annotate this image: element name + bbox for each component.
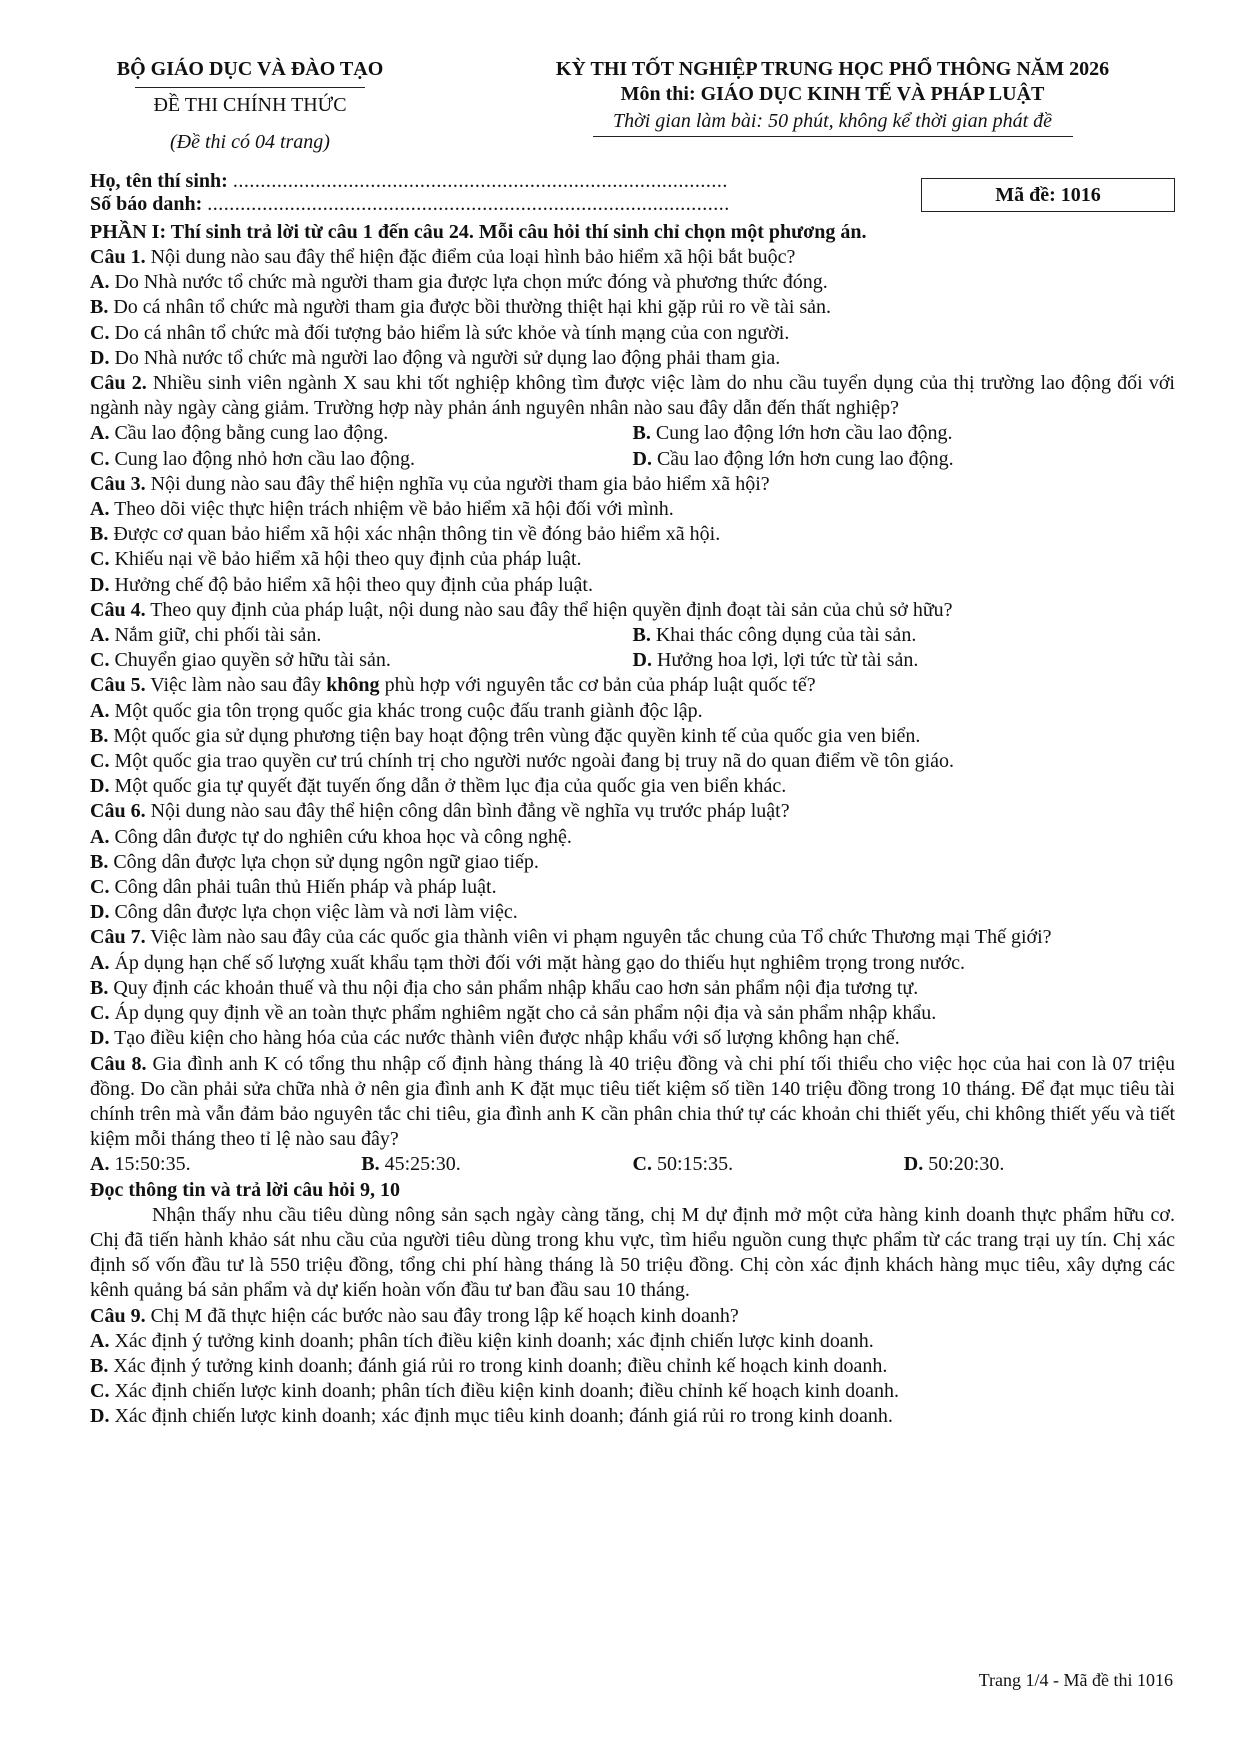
- question-text: Gia đình anh K có tổng thu nhập cố định hàng tháng là 40 triệu đồng và chi phí tối thiểu cho việc học của hai con là 07 triệu đồng. Do cần phải sửa chữa nhà ở nên gia đình anh K đặt mục tiêu tiết kiệm số tiền 140 triệu đồng trong 10 tháng. Để đạt mục tiêu tài chính trên mà vẫn đảm bảo nguyên tắc chi tiêu, gia đình anh K cần phân chia thứ tự các khoản chi thiết yếu, chi không thiết yếu và tiết kiệm mỗi tháng theo tỉ lệ nào sau đây?: [90, 1052, 1175, 1151]
- question-7: [90, 925, 1175, 950]
- question-number: Câu 1.: [90, 246, 146, 268]
- exam-code-box: Mã đề: 1016: [921, 178, 1175, 212]
- option-text: Khai thác công dụng của tài sản.: [650, 624, 917, 647]
- q8-option-b[interactable]: [361, 1152, 632, 1177]
- option-text: Công dân được lựa chọn sử dụng ngôn ngữ giao tiếp.: [108, 850, 539, 873]
- q1-option-b[interactable]: [90, 295, 1175, 320]
- question-text: Nội dung nào sau đây thể hiện công dân bình đẳng về nghĩa vụ trước pháp luật?: [145, 800, 790, 823]
- q6-option-a[interactable]: [90, 825, 1175, 850]
- option-letter: B.: [90, 976, 109, 999]
- option-text: Xác định ý tưởng kinh doanh; đánh giá rủi ro trong kinh doanh; điều chỉnh kế hoạch kinh doanh.: [108, 1354, 888, 1377]
- option-letter: C.: [90, 548, 110, 571]
- q4-option-a[interactable]: [90, 623, 633, 648]
- question-number: Câu 3.: [90, 472, 146, 495]
- q8-options-row: [90, 1152, 1175, 1177]
- option-letter: B.: [90, 724, 109, 747]
- q3-option-d[interactable]: [90, 573, 1175, 598]
- part-1-instructions: PHẦN I: Thí sinh trả lời từ câu 1 đến câu 24. Mỗi câu hỏi thí sinh chỉ chọn một phương án.: [90, 221, 867, 243]
- option-letter: A.: [90, 1153, 110, 1176]
- option-text: Cung lao động nhỏ hơn cầu lao động.: [109, 447, 415, 470]
- candidate-name-label: Họ, tên thí sinh:: [90, 170, 228, 192]
- question-3: [90, 472, 1175, 497]
- question-number: Câu 6.: [90, 800, 146, 823]
- option-text: Do cá nhân tổ chức mà đối tượng bảo hiểm là sức khỏe và tính mạng của con người.: [109, 321, 790, 344]
- option-letter: D.: [90, 573, 110, 596]
- q2-option-d[interactable]: [633, 447, 1176, 472]
- question-text: Nhiều sinh viên ngành X sau khi tốt nghiệp không tìm được việc làm do nhu cầu tuyển dụng của thị trường lao động đối với ngành này ngày càng giảm. Trường hợp này phản ánh nguyên nhân nào sau đây dẫn đến thất nghiệp?: [90, 372, 1175, 420]
- option-text: Một quốc gia sử dụng phương tiện bay hoạt động trên vùng đặc quyền kinh tế của quốc gia ven biển.: [108, 724, 921, 747]
- option-letter: A.: [90, 422, 110, 445]
- option-text: Chuyển giao quyền sở hữu tài sản.: [109, 649, 391, 672]
- option-letter: A.: [90, 498, 110, 521]
- option-text: Khiếu nại về bảo hiểm xã hội theo quy định của pháp luật.: [109, 548, 582, 571]
- option-text: Áp dụng quy định về an toàn thực phẩm nghiêm ngặt cho cả sản phẩm nội địa và sản phẩm nhập khẩu.: [109, 1002, 937, 1025]
- option-text: Một quốc gia tự quyết đặt tuyến ống dẫn ở thềm lục địa của quốc gia ven biển khác.: [109, 775, 787, 798]
- question-number: Câu 4.: [90, 598, 146, 621]
- question-text: Theo quy định của pháp luật, nội dung nào sau đây thể hiện quyền định đoạt tài sản của chủ sở hữu?: [145, 598, 953, 621]
- q4-options-row-2: [90, 648, 1175, 673]
- candidate-id-field[interactable]: ...............................................................................................: [207, 193, 730, 215]
- option-text: Một quốc gia trao quyền cư trú chính trị cho người nước ngoài đang bị truy nã do quan điểm về tôn giáo.: [109, 750, 955, 773]
- option-letter: D.: [90, 1027, 110, 1050]
- option-text: 50:20:30.: [923, 1153, 1005, 1176]
- q4-option-c[interactable]: [90, 648, 633, 673]
- q9-option-c[interactable]: [90, 1379, 1175, 1404]
- option-text: Được cơ quan bảo hiểm xã hội xác nhận thông tin về đóng bảo hiểm xã hội.: [108, 523, 721, 546]
- option-text: Xác định ý tưởng kinh doanh; phân tích điều kiện kinh doanh; xác định chiến lược kinh doanh.: [109, 1329, 874, 1352]
- option-text: Quy định các khoản thuế và thu nội địa cho sản phẩm nhập khẩu cao hơn sản phẩm nội địa tương tự.: [108, 976, 919, 999]
- q4-options-row-1: [90, 623, 1175, 648]
- option-letter: D.: [903, 1153, 924, 1176]
- exam-header: [90, 50, 1175, 170]
- ministry-underline: [135, 87, 365, 88]
- q7-option-b[interactable]: [90, 976, 1175, 1001]
- q4-option-d[interactable]: [633, 648, 1176, 673]
- q8-option-c[interactable]: [633, 1152, 904, 1177]
- question-number: Câu 2.: [90, 372, 147, 395]
- option-letter: B.: [90, 523, 109, 546]
- q2-option-c[interactable]: [90, 447, 633, 472]
- reading-title: Đọc thông tin và trả lời câu hỏi 9, 10: [90, 1178, 400, 1201]
- question-text: Chị M đã thực hiện các bước nào sau đây trong lập kế hoạch kinh doanh?: [145, 1304, 739, 1327]
- option-text: Cầu lao động lớn hơn cung lao động.: [651, 447, 954, 470]
- question-9: [90, 1304, 1175, 1329]
- option-letter: D.: [90, 346, 110, 369]
- option-letter: C.: [90, 876, 110, 899]
- q6-option-c[interactable]: [90, 875, 1175, 900]
- question-emphasis: không: [326, 674, 380, 697]
- option-letter: A.: [90, 1329, 110, 1352]
- option-text: Cầu lao động bằng cung lao động.: [109, 422, 389, 445]
- option-letter: B.: [90, 850, 109, 873]
- option-letter: D.: [90, 901, 110, 924]
- question-number: Câu 8.: [90, 1052, 147, 1075]
- official-label: ĐỀ THI CHÍNH THỨC: [153, 94, 347, 116]
- option-text: Tạo điều kiện cho hàng hóa của các nước thành viên được nhập khẩu với số lượng không hạn chế.: [109, 1027, 900, 1050]
- option-letter: C.: [632, 1153, 652, 1176]
- q2-options-row-1: [90, 421, 1175, 446]
- option-letter: B.: [90, 1354, 109, 1377]
- option-text: Xác định chiến lược kinh doanh; xác định mục tiêu kinh doanh; đánh giá rủi ro trong kinh doanh.: [109, 1405, 893, 1428]
- ministry-name: BỘ GIÁO DỤC VÀ ĐÀO TẠO: [116, 58, 384, 80]
- option-text: Theo dõi việc thực hiện trách nhiệm về bảo hiểm xã hội đối với mình.: [109, 498, 674, 521]
- option-letter: A.: [90, 271, 110, 294]
- question-number: Câu 7.: [90, 926, 146, 949]
- option-letter: A.: [90, 699, 110, 722]
- option-text: Xác định chiến lược kinh doanh; phân tích điều kiện kinh doanh; điều chỉnh kế hoạch kinh doanh.: [109, 1380, 900, 1403]
- option-text: Hưởng chế độ bảo hiểm xã hội theo quy định của pháp luật.: [109, 573, 593, 596]
- question-text: Nội dung nào sau đây thể hiện đặc điểm của loại hình bảo hiểm xã hội bắt buộc?: [145, 246, 796, 268]
- option-letter: D.: [90, 775, 110, 798]
- question-4: [90, 598, 1175, 623]
- option-letter: B.: [361, 1153, 380, 1176]
- question-number: Câu 9.: [90, 1304, 146, 1327]
- time-underline: [593, 136, 1073, 137]
- q6-option-b[interactable]: [90, 850, 1175, 875]
- exam-subject: Môn thi: GIÁO DỤC KINH TẾ VÀ PHÁP LUẬT: [620, 83, 1045, 105]
- option-text: Hưởng hoa lợi, lợi tức từ tài sản.: [651, 649, 919, 672]
- q8-option-d[interactable]: [904, 1152, 1175, 1177]
- option-letter: D.: [632, 649, 652, 672]
- option-letter: A.: [90, 624, 110, 647]
- q7-option-d[interactable]: [90, 1026, 1175, 1051]
- question-number: Câu 5.: [90, 674, 146, 697]
- q7-option-c[interactable]: [90, 1001, 1175, 1026]
- q2-option-a[interactable]: [90, 421, 633, 446]
- q9-option-a[interactable]: [90, 1329, 1175, 1354]
- q5-option-c[interactable]: [90, 749, 1175, 774]
- option-text: 15:50:35.: [109, 1153, 191, 1176]
- q1-option-d[interactable]: [90, 346, 1175, 371]
- option-text: Công dân được tự do nghiên cứu khoa học và công nghệ.: [109, 825, 572, 848]
- option-letter: C.: [90, 447, 110, 470]
- option-letter: A.: [90, 951, 110, 974]
- q3-option-b[interactable]: [90, 522, 1175, 547]
- question-text-pre: Việc làm nào sau đây: [145, 674, 327, 697]
- q7-option-a[interactable]: [90, 951, 1175, 976]
- candidate-id-label: Số báo danh:: [90, 193, 203, 215]
- option-letter: C.: [90, 649, 110, 672]
- q5-option-b[interactable]: [90, 724, 1175, 749]
- option-letter: C.: [90, 750, 110, 773]
- question-text: Việc làm nào sau đây của các quốc gia thành viên vi phạm nguyên tắc chung của Tổ chức Thương mại Thế giới?: [145, 926, 1052, 949]
- option-text: Cung lao động lớn hơn cầu lao động.: [650, 422, 953, 445]
- question-8: [90, 1052, 1175, 1153]
- question-1: [90, 245, 1175, 270]
- header-right: [490, 58, 1175, 137]
- option-letter: C.: [90, 321, 110, 344]
- q1-option-a[interactable]: [90, 270, 1175, 295]
- exam-page: [90, 50, 1175, 1430]
- q2-option-b[interactable]: [633, 421, 1176, 446]
- q9-option-b[interactable]: [90, 1354, 1175, 1379]
- option-text: Công dân phải tuân thủ Hiến pháp và pháp luật.: [109, 876, 497, 899]
- q8-option-a[interactable]: [90, 1152, 361, 1177]
- option-letter: D.: [632, 447, 652, 470]
- option-text: Do Nhà nước tổ chức mà người tham gia được lựa chọn mức đóng và phương thức đóng.: [109, 271, 828, 294]
- page-footer: Trang 1/4 - Mã đề thi 1016: [978, 1670, 1173, 1690]
- exam-time: Thời gian làm bài: 50 phút, không kể thời gian phát đề: [612, 110, 1053, 132]
- candidate-name-field[interactable]: ..........................................................................................: [232, 170, 728, 192]
- option-letter: B.: [90, 296, 109, 319]
- option-letter: D.: [90, 1405, 110, 1428]
- q1-option-c[interactable]: [90, 321, 1175, 346]
- option-letter: B.: [632, 422, 651, 445]
- q3-option-c[interactable]: [90, 547, 1175, 572]
- option-text: 50:15:35.: [651, 1153, 734, 1176]
- candidate-info: [90, 170, 1175, 218]
- exam-title: KỲ THI TỐT NGHIỆP TRUNG HỌC PHỔ THÔNG NĂM 2026: [555, 58, 1110, 80]
- header-left: [90, 58, 410, 154]
- reading-passage: Nhận thấy nhu cầu tiêu dùng nông sản sạch ngày càng tăng, chị M dự định mở một cửa hàng kinh doanh thực phẩm hữu cơ. Chị đã tiến hành khảo sát nhu cầu của người tiêu dùng trong khu vực, tìm hiểu nguồn cung thực phẩm từ các trang trại uy tín. Chị xác định số vốn đầu tư là 550 triệu đồng, tổng chi phí hàng tháng là 50 triệu đồng. Chị còn xác định khách hàng mục tiêu, xây dựng các kênh quảng bá sản phẩm và dự kiến hoàn vốn đầu tư ban đầu sau 10 tháng.: [90, 1203, 1175, 1302]
- option-text: Do cá nhân tổ chức mà người tham gia được bồi thường thiệt hại khi gặp rủi ro về tài sản.: [108, 296, 832, 319]
- option-text: 45:25:30.: [379, 1153, 461, 1176]
- option-text: Do Nhà nước tổ chức mà người lao động và người sử dụng lao động phải tham gia.: [109, 346, 781, 369]
- question-text: Nội dung nào sau đây thể hiện nghĩa vụ của người tham gia bảo hiểm xã hội?: [145, 472, 770, 495]
- option-text: Công dân được lựa chọn việc làm và nơi làm việc.: [109, 901, 518, 924]
- option-letter: C.: [90, 1380, 110, 1403]
- q5-option-a[interactable]: [90, 699, 1175, 724]
- option-text: Một quốc gia tôn trọng quốc gia khác trong cuộc đấu tranh giành độc lập.: [109, 699, 703, 722]
- question-6: [90, 799, 1175, 824]
- option-text: Nắm giữ, chi phối tài sản.: [109, 624, 322, 647]
- question-5: [90, 673, 1175, 698]
- option-text: Áp dụng hạn chế số lượng xuất khẩu tạm thời đối với mặt hàng gạo do thiếu hụt nghiêm trọng trong nước.: [109, 951, 965, 974]
- option-letter: B.: [632, 624, 651, 647]
- q2-options-row-2: [90, 447, 1175, 472]
- page-count-note: (Đề thi có 04 trang): [170, 131, 330, 153]
- option-letter: C.: [90, 1002, 110, 1025]
- q4-option-b[interactable]: [633, 623, 1176, 648]
- q9-option-d[interactable]: [90, 1404, 1175, 1429]
- q3-option-a[interactable]: [90, 497, 1175, 522]
- option-letter: A.: [90, 825, 110, 848]
- q6-option-d[interactable]: [90, 900, 1175, 925]
- question-2: [90, 371, 1175, 421]
- q5-option-d[interactable]: [90, 774, 1175, 799]
- question-text-post: phù hợp với nguyên tắc cơ bản của pháp luật quốc tế?: [379, 674, 816, 697]
